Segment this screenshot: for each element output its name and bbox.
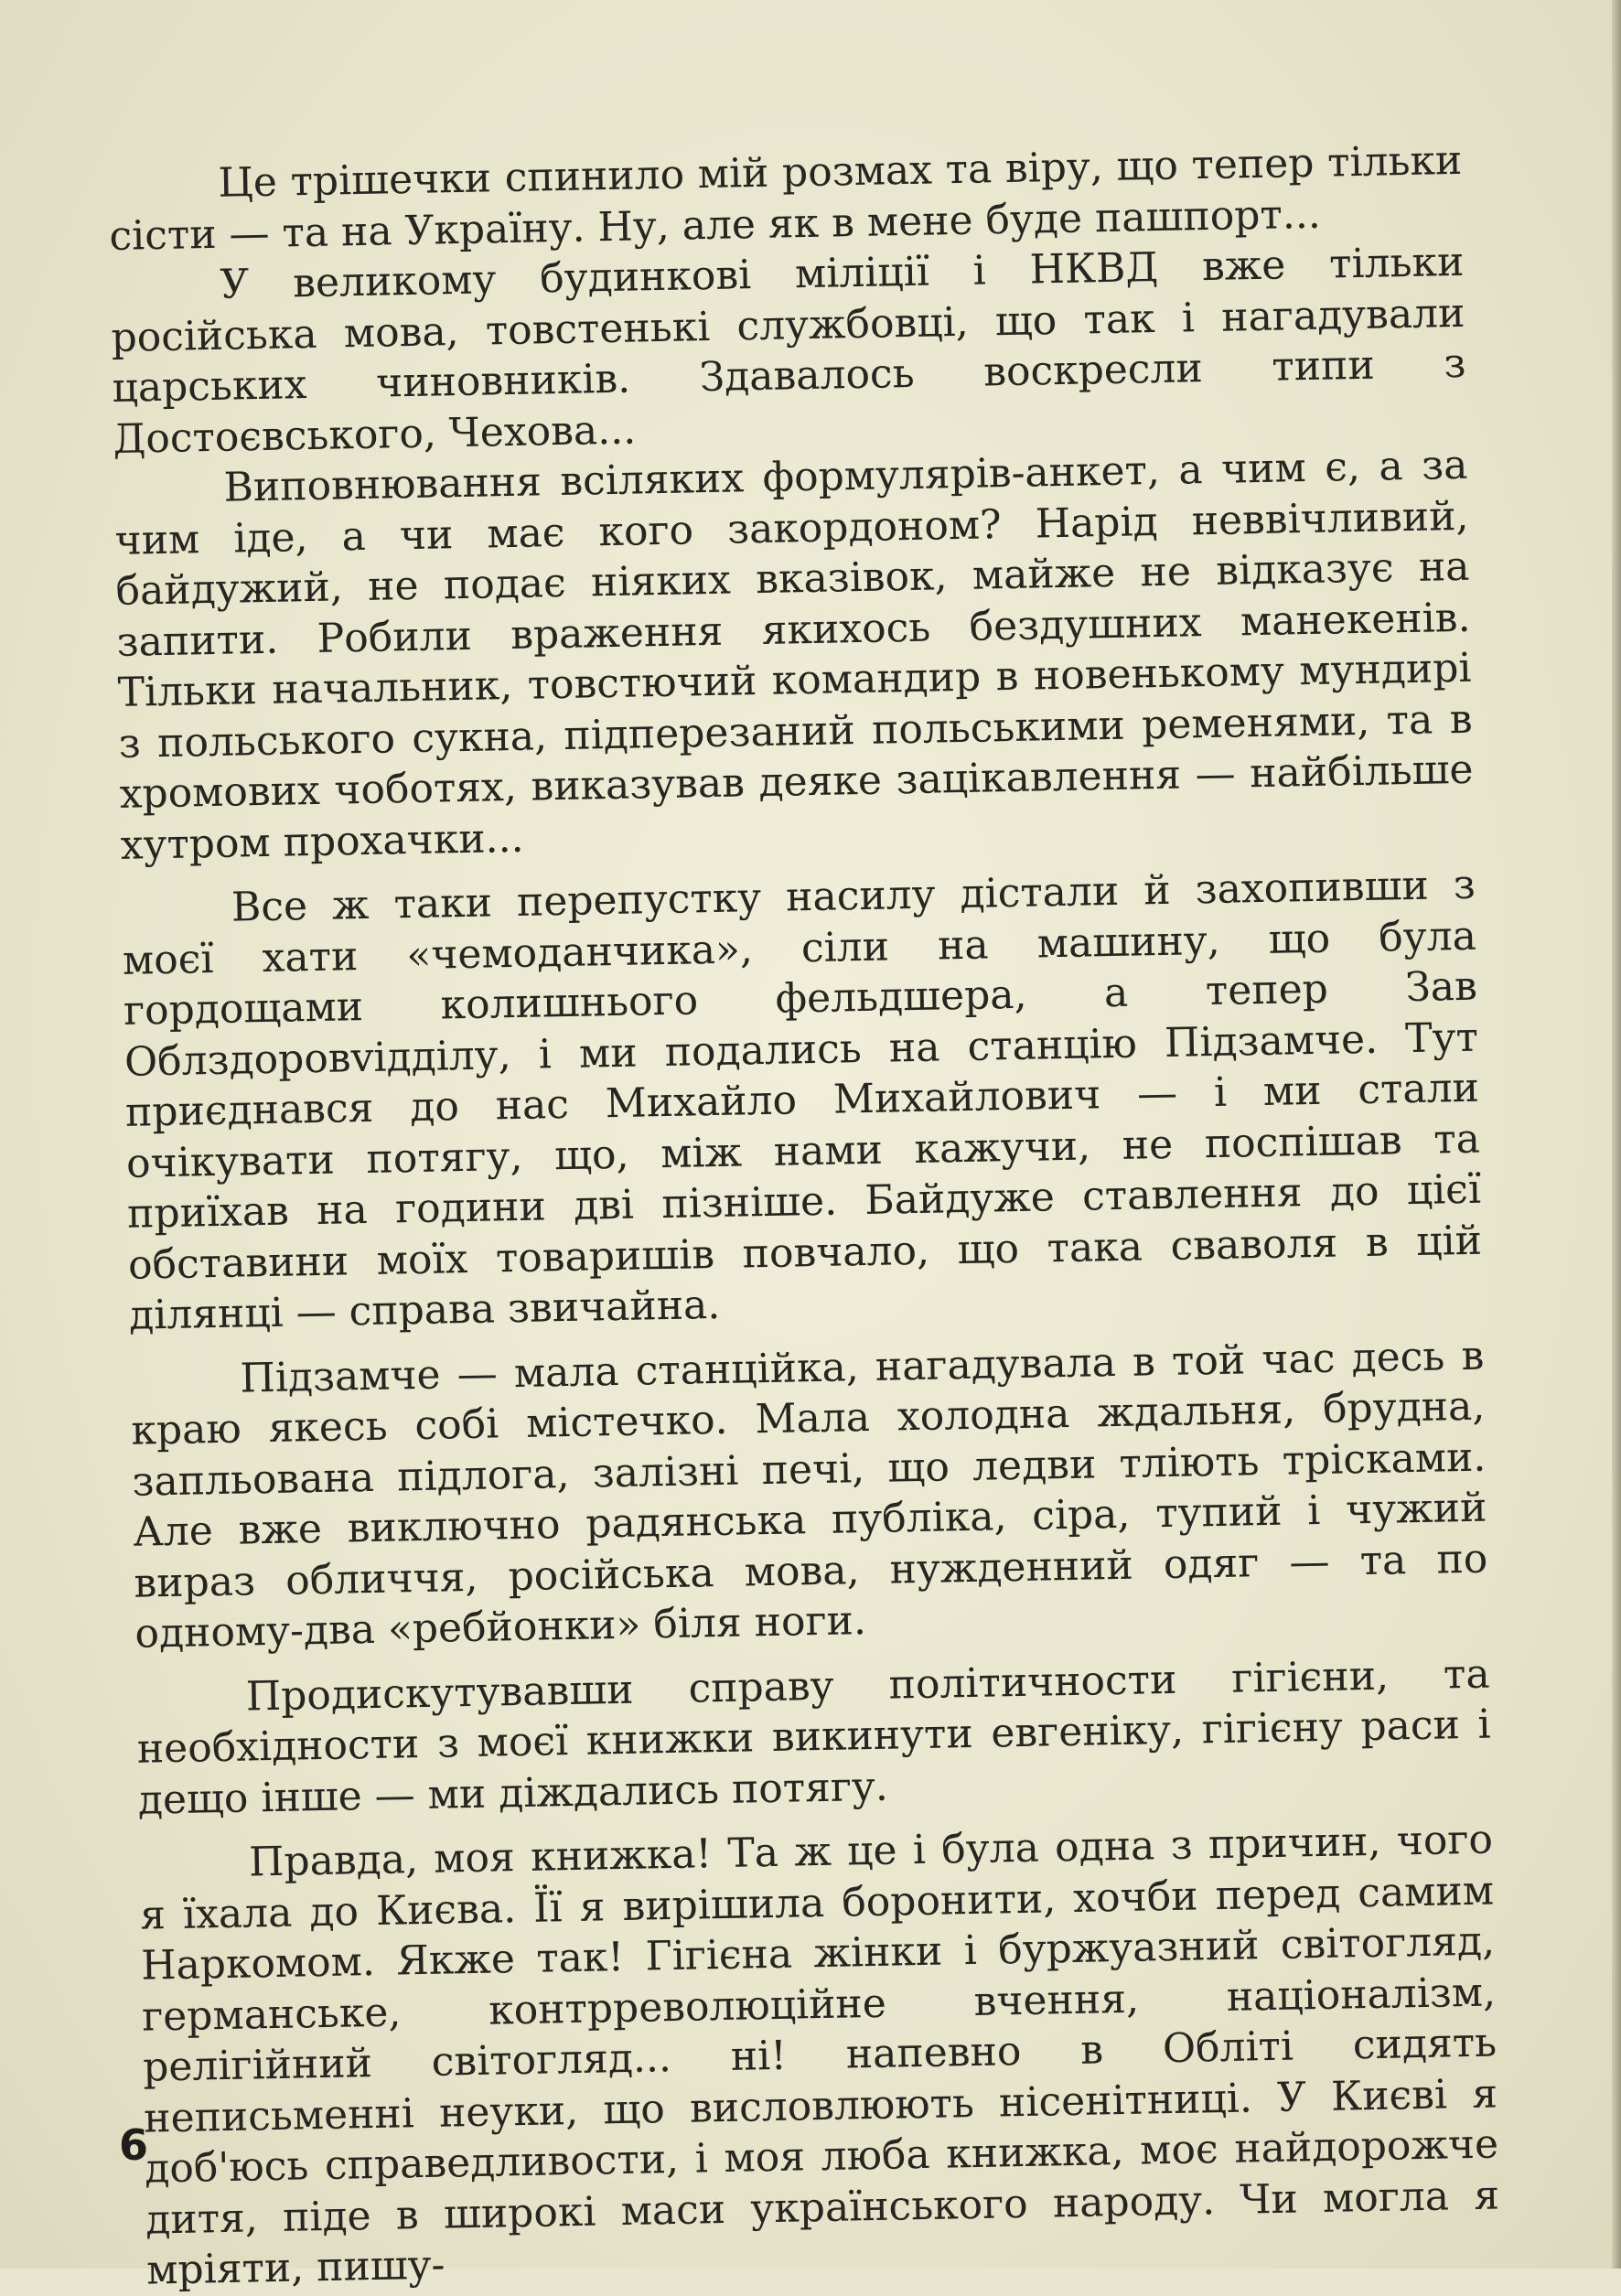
paragraph-3: Виповнювання всіляких формулярів-анкет, а чим є, а за чим іде, а чи має кого закордоном? Нарід неввічливий, байдужий, не подає ніяких вказівок, майже не відказує на запити. Робили враження якихось бездушних манекенів. Тільки начальник, товстючий командир в новенькому мундирі з польського сукна, підперезаний польськими ременями, та в хромових чоботях, виказував деяке зацікавлення — найбільше хутром прохачки... xyxy=(114,441,1474,869)
paragraph-6: Продискутувавши справу політичности гігієни, та необхідности з моєї книжки викинути евгеніку, гігієну раси і дещо інше — ми діждались потягу. xyxy=(136,1650,1492,1824)
paragraph-1: Це трішечки спинило мій розмах та віру, що тепер тільки сісти — та на Україну. Ну, але як в мене буде пашпорт... xyxy=(109,136,1463,260)
paragraph-4: Все ж таки перепустку насилу дістали й захопивши з моєї хати «чемоданчика», сіли на машину, що була гордощами колишнього фельдшера, а тепер Зав Облздоровvідділу, і ми подались на станцію Підзамче. Тут приєднався до нас Михайло Михайлович — і ми стали очікувати потягу, що, між нами кажучи, не поспішав та приїхав на години дві пізніше. Байдуже ставлення до цієї обставини моїх товаришів повчало, що така сваволя в цій ділянці — справа звичайна. xyxy=(122,861,1483,1339)
page-body-text xyxy=(108,135,1501,2296)
paragraph-5: Підзамче — мала станційка, нагадувала в той час десь в краю якесь собі містечко. Мала холодна ждальня, брудна, запльована підлога, залізні печі, що ледви тліють трісками. Але вже виключно радянська публіка, сіра, тупий і чужий вираз обличчя, російська мова, нужденний одяг — та по одному-два «ребйонки» біля ноги. xyxy=(130,1332,1488,1658)
page-number: 6 xyxy=(119,2120,149,2170)
paragraph-7: Правда, моя книжка! Та ж це і була одна з причин, чого я їхала до Києва. Її я вирішила боронити, хочби перед самим Наркомом. Якже так! Гігієна жінки і буржуазний світогляд, германське, контрреволюційне вчення, націоналізм, релігійний світогляд... ні! напевно в Обліті сидять неписьменні неуки, що висловлюють нісенітниці. У Києві я доб'юсь справедливости, і моя люба книжка, моє найдорожче дитя, піде в широкі маси українського народу. Чи могла я мріяти, пишу- xyxy=(139,1816,1500,2294)
paragraph-2: У великому будинкові міліції і НКВД вже тільки російська мова, товстенькі службовці, що так і нагадували царських чиновників. Здавалось воскресли типи з Достоєвського, Чехова... xyxy=(111,238,1466,463)
